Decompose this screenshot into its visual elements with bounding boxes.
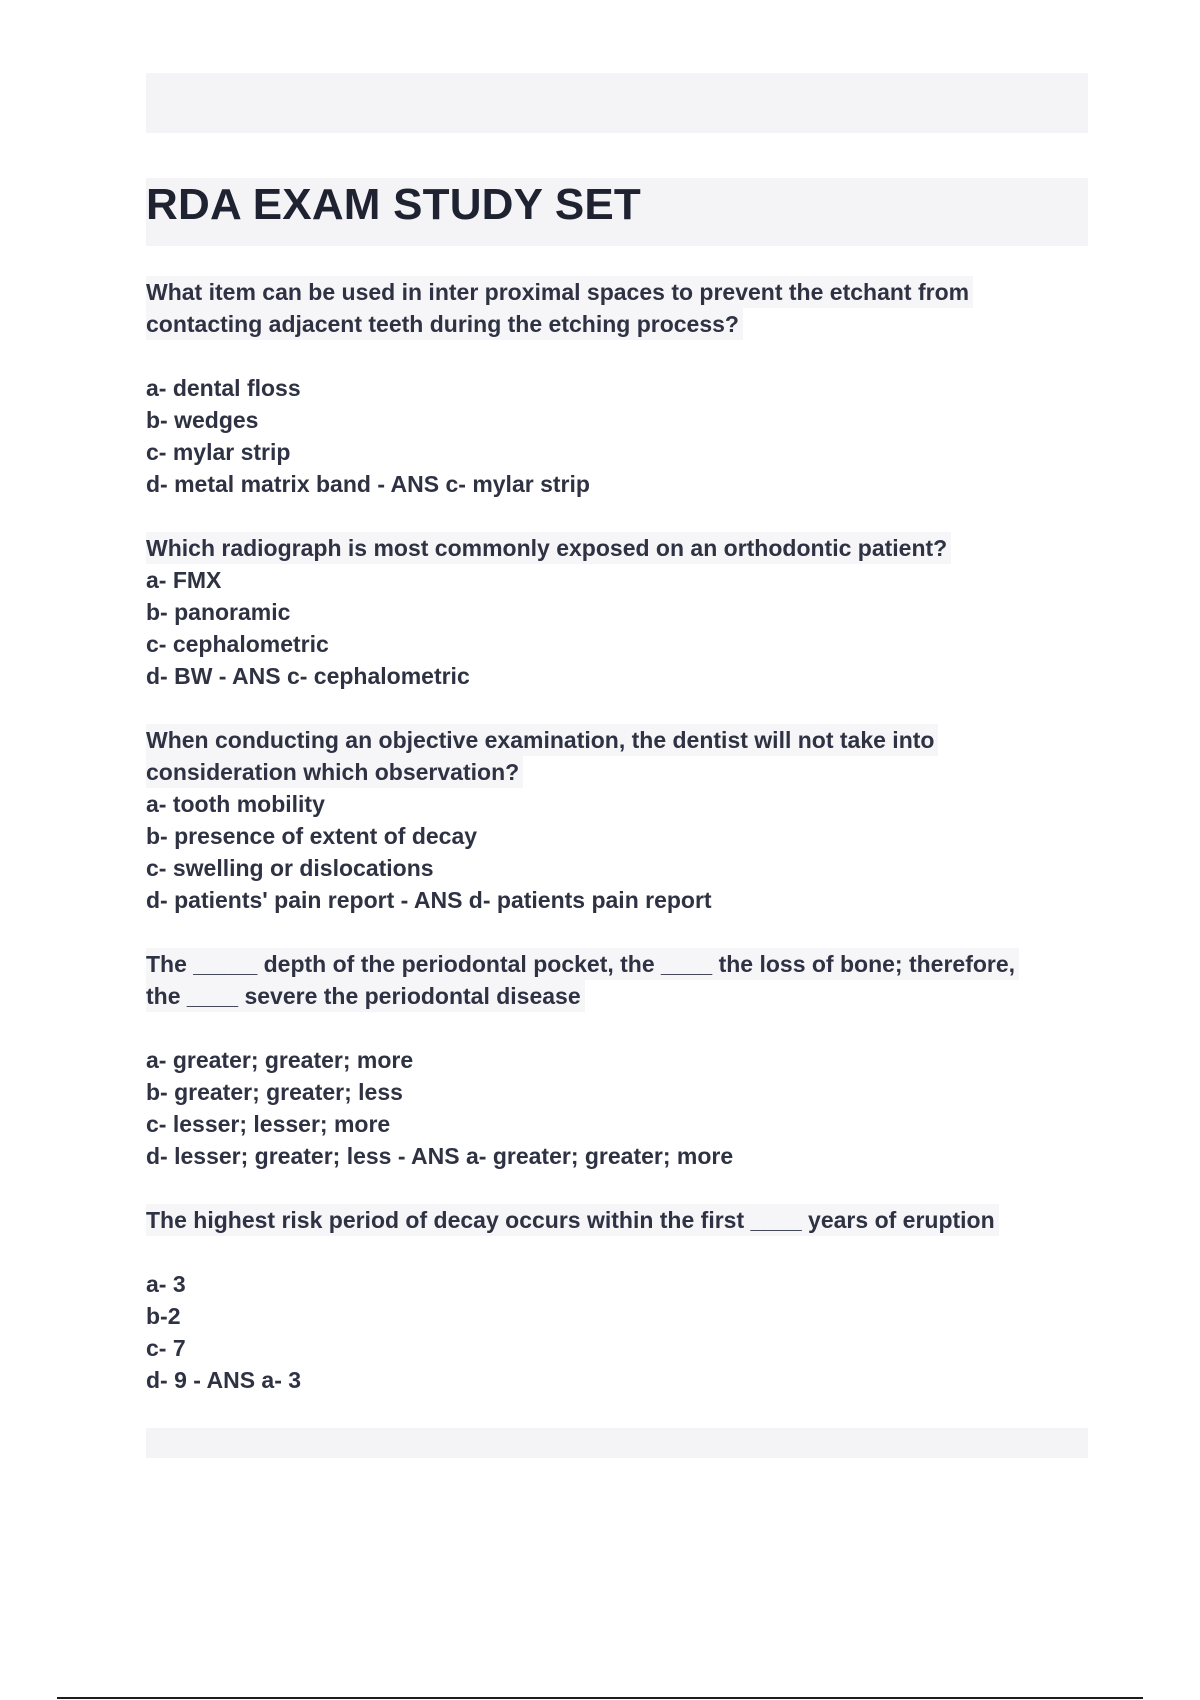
- answer-option: d- BW - ANS c- cephalometric: [146, 663, 470, 689]
- question-block: [146, 276, 1086, 500]
- answer-option: a- greater; greater; more: [146, 1047, 414, 1073]
- answer-options: [146, 788, 1086, 916]
- question-block: [146, 532, 1086, 692]
- question-line: The highest risk period of decay occurs within the first ____ years of eruption: [146, 1204, 999, 1236]
- question-block: [146, 1204, 1086, 1396]
- footer-band: [146, 1428, 1088, 1458]
- answer-option: c- lesser; lesser; more: [146, 1111, 391, 1137]
- answer-option: c- swelling or dislocations: [146, 855, 434, 881]
- answer-option: a- tooth mobility: [146, 791, 325, 817]
- question-text: [146, 276, 1086, 340]
- question-line: What item can be used in inter proximal spaces to prevent the etchant from: [146, 276, 973, 308]
- answer-option: d- 9 - ANS a- 3: [146, 1367, 302, 1393]
- answer-options: [146, 1268, 1086, 1396]
- answer-options: [146, 372, 1086, 500]
- answer-option: b- greater; greater; less: [146, 1079, 403, 1105]
- answer-option: c- 7: [146, 1335, 186, 1361]
- question-line: When conducting an objective examination, the dentist will not take into: [146, 724, 938, 756]
- question-text: [146, 724, 1086, 788]
- answer-options: [146, 1044, 1086, 1172]
- answer-option: a- FMX: [146, 567, 222, 593]
- question-block: [146, 948, 1086, 1172]
- question-text: [146, 948, 1086, 1012]
- question-text: [146, 532, 1086, 564]
- answer-option: b- panoramic: [146, 599, 291, 625]
- question-line: the ____ severe the periodontal disease: [146, 980, 585, 1012]
- answer-option: b- wedges: [146, 407, 259, 433]
- answer-option: d- patients' pain report - ANS d- patients pain report: [146, 887, 712, 913]
- answer-option: d- metal matrix band - ANS c- mylar strip: [146, 471, 590, 497]
- question-line: Which radiograph is most commonly exposed on an orthodontic patient?: [146, 532, 951, 564]
- document-body: [146, 276, 1086, 1428]
- answer-option: d- lesser; greater; less - ANS a- greater; greater; more: [146, 1143, 734, 1169]
- question-line: contacting adjacent teeth during the etching process?: [146, 308, 743, 340]
- question-block: [146, 724, 1086, 916]
- answer-option: a- 3: [146, 1271, 186, 1297]
- question-text: [146, 1204, 1086, 1236]
- spacer: [146, 1236, 1086, 1268]
- footer-rule: [57, 1697, 1143, 1699]
- question-line: The _____ depth of the periodontal pocket, the ____ the loss of bone; therefore,: [146, 948, 1019, 980]
- spacer: [146, 1012, 1086, 1044]
- spacer: [146, 340, 1086, 372]
- answer-option: b- presence of extent of decay: [146, 823, 478, 849]
- header-band: [146, 73, 1088, 133]
- answer-option: c- mylar strip: [146, 439, 291, 465]
- document-title: RDA EXAM STUDY SET: [146, 180, 641, 229]
- answer-option: c- cephalometric: [146, 631, 329, 657]
- answer-option: a- dental floss: [146, 375, 301, 401]
- question-line: consideration which observation?: [146, 756, 523, 788]
- answer-options: [146, 564, 1086, 692]
- answer-option: b-2: [146, 1303, 181, 1329]
